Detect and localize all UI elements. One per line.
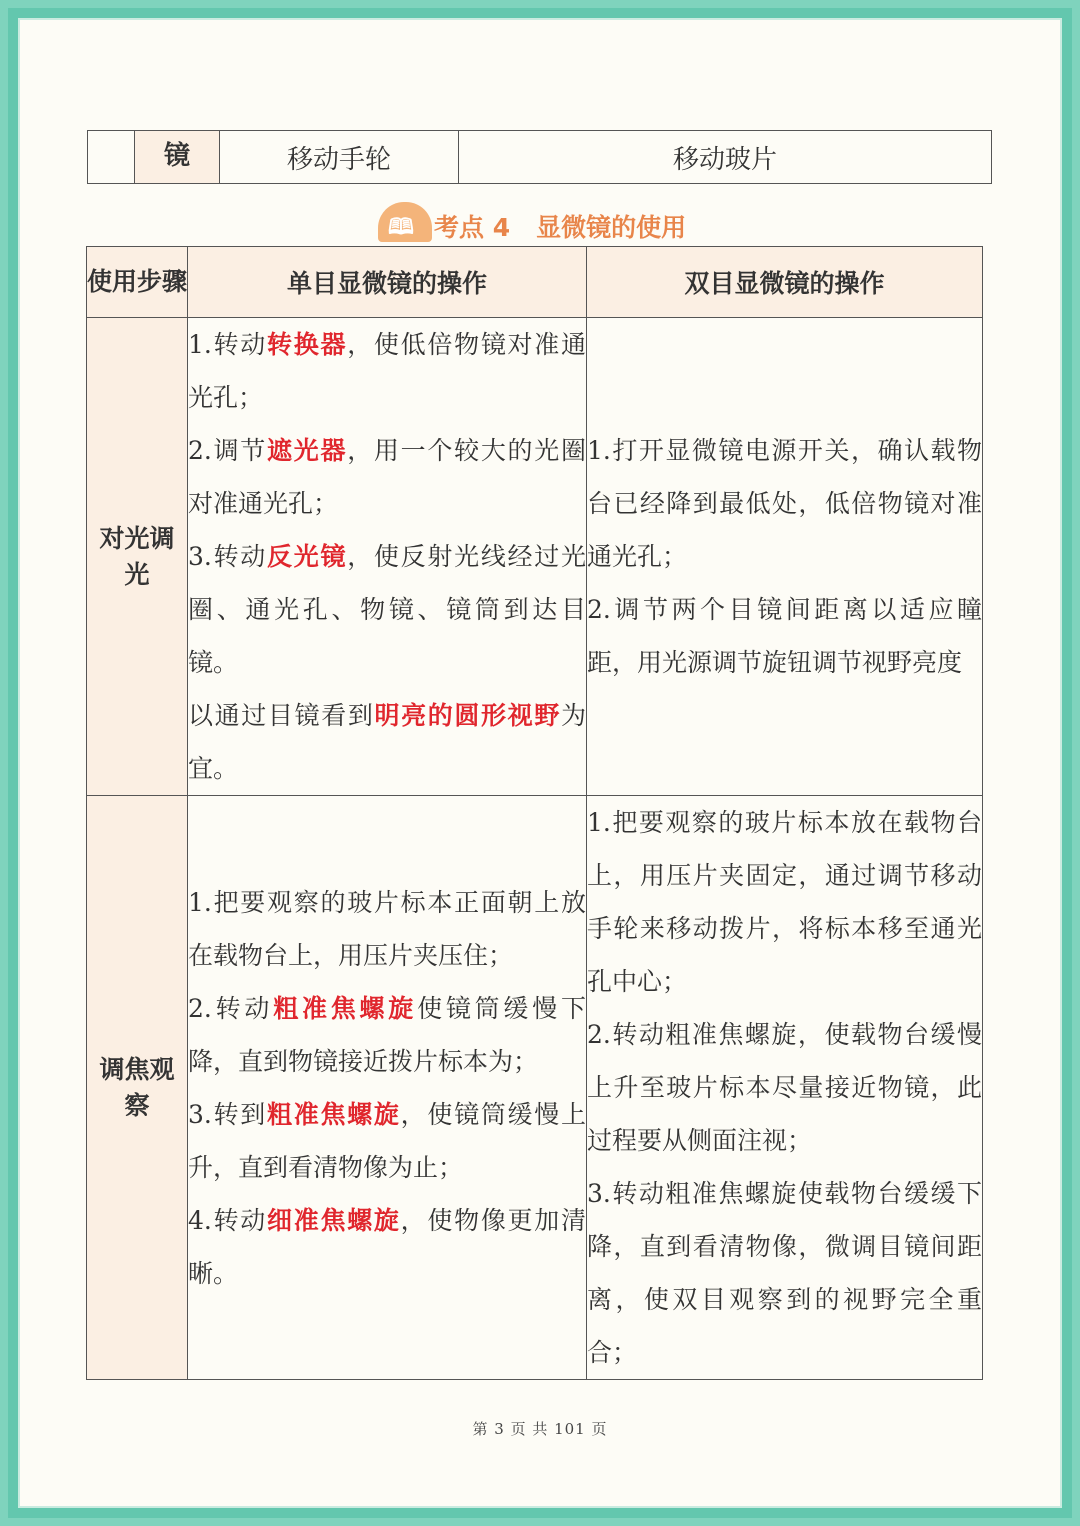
paragraph-text: ，使反射光线经过光圈、通光孔、物镜、镜筒到达目镜。 xyxy=(188,542,586,677)
microscope-usage-table xyxy=(86,246,983,1380)
highlight-term: 转换器 xyxy=(267,330,348,359)
page-footer: 第 3 页 共 101 页 xyxy=(472,1420,608,1438)
table-row xyxy=(88,131,992,184)
cell-paragraph xyxy=(188,318,586,424)
highlight-term: 明亮的圆形视野 xyxy=(374,701,561,730)
step-cell: 调焦观察 xyxy=(87,796,188,1380)
paragraph-text: 3.转动 xyxy=(188,542,268,571)
paragraph-text: 以通过目镜看到 xyxy=(188,701,375,730)
paragraph-text: 2.调节两个目镜间距离以适应瞳距，用光源调节旋钮调节视野亮度 xyxy=(587,595,982,677)
paragraph-text: 2.转动粗准焦螺旋，使载物台缓慢上升至玻片标本尽量接近物镜，此过程要从侧面注视； xyxy=(587,1020,982,1155)
paragraph-text: 4.转动 xyxy=(188,1205,268,1235)
paragraph-text: 2.调节 xyxy=(188,436,268,465)
paragraph-text: ，使物像更加清晰。 xyxy=(188,1205,586,1288)
paragraph-text: 2.转动 xyxy=(188,993,274,1023)
heading-prefix: 考点 4 xyxy=(434,213,511,242)
section-heading xyxy=(376,200,736,246)
cell-paragraph xyxy=(188,1194,586,1300)
cell-paragraph xyxy=(188,530,586,689)
cell-paragraph xyxy=(188,1088,586,1194)
book-icon: 🕮 xyxy=(388,215,414,240)
cell-paragraph xyxy=(188,424,586,530)
paragraph-text: 1.把要观察的玻片标本放在载物台上，用压片夹固定，通过调节移动手轮来移动拨片，将标本移至通光孔中心； xyxy=(587,808,982,996)
table-cell-label: 镜 xyxy=(135,131,220,184)
cell-paragraph xyxy=(587,1008,982,1167)
cell-paragraph xyxy=(188,876,586,982)
heading-text xyxy=(434,208,686,244)
highlight-term: 遮光器 xyxy=(267,436,348,465)
highlight-term: 反光镜 xyxy=(267,542,348,571)
heading-title: 显微镜的使用 xyxy=(536,213,687,242)
table-cell-empty xyxy=(88,131,135,184)
header-step: 使用步骤 xyxy=(87,247,188,318)
paragraph-text: 1.转动 xyxy=(188,330,268,359)
highlight-term: 粗准焦螺旋 xyxy=(267,1099,401,1129)
cell-paragraph xyxy=(587,583,982,689)
table-header-row xyxy=(87,247,983,318)
header-double: 双目显微镜的操作 xyxy=(587,247,983,318)
paragraph-text: 3.转到 xyxy=(188,1099,268,1129)
previous-table-fragment xyxy=(87,130,992,184)
paragraph-text: 1.打开显微镜电源开关，确认载物台已经降到最低处，低倍物镜对准通光孔； xyxy=(587,436,982,571)
paragraph-text: 使镜筒缓慢下降，直到物镜接近拨片标本为； xyxy=(188,993,586,1076)
table-cell: 移动手轮 xyxy=(220,131,459,184)
cell-paragraph xyxy=(587,424,982,583)
single-cell xyxy=(188,796,587,1380)
table-cell: 移动玻片 xyxy=(459,131,992,184)
header-single: 单目显微镜的操作 xyxy=(188,247,587,318)
paragraph-text: 1.把要观察的玻片标本正面朝上放在载物台上，用压片夹压住； xyxy=(188,887,586,970)
paragraph-text: ，用一个较大的光圈对准通光孔； xyxy=(188,436,586,518)
paragraph-text: 3.转动粗准焦螺旋使载物台缓缓下降，直到看清物像，微调目镜间距离，使双目观察到的视野完全重合； xyxy=(587,1179,982,1367)
table-row xyxy=(87,318,983,796)
cell-paragraph xyxy=(587,796,982,1008)
paragraph-text: ，使低倍物镜对准通光孔； xyxy=(188,330,586,412)
highlight-term: 细准焦螺旋 xyxy=(267,1205,401,1235)
highlight-term: 粗准焦螺旋 xyxy=(273,993,418,1023)
paragraph-text: ，使镜筒缓慢上升，直到看清物像为止； xyxy=(188,1099,586,1182)
double-cell xyxy=(587,318,983,796)
cell-paragraph xyxy=(188,689,586,795)
single-cell xyxy=(188,318,587,796)
cell-paragraph xyxy=(587,1167,982,1379)
table-row xyxy=(87,796,983,1380)
cell-paragraph xyxy=(188,982,586,1088)
step-cell: 对光调光 xyxy=(87,318,188,796)
double-cell xyxy=(587,796,983,1380)
paragraph-text: 为宜。 xyxy=(188,701,586,783)
